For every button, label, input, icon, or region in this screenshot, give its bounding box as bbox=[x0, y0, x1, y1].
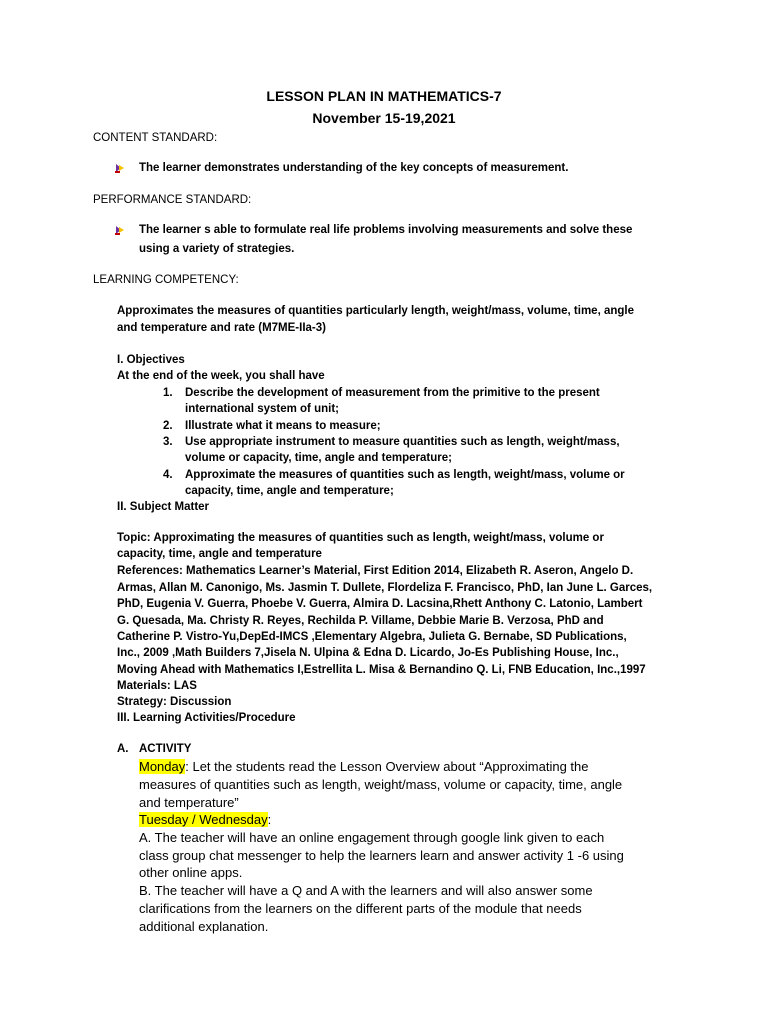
objective-number: 2. bbox=[163, 420, 173, 432]
objective-item-4 bbox=[163, 467, 625, 483]
para-a-line: A. The teacher will have an online engagement through google link given to each bbox=[139, 830, 605, 845]
tuesday-wednesday-label: Tuesday / Wednesday bbox=[139, 812, 268, 827]
topic-line1: Topic: Approximating the measures of quantities such as length, weight/mass, volume or bbox=[117, 532, 604, 544]
arrow-bullet-icon bbox=[115, 225, 125, 235]
materials-line: Materials: LAS bbox=[117, 680, 197, 692]
references-line: Moving Ahead with Mathematics I,Estrellita L. Misa & Bernandino Q. Li, FNB Education, Inc.,1997 bbox=[117, 664, 646, 676]
activity-title: ACTIVITY bbox=[139, 743, 192, 755]
references-line: PhD, Eugenia V. Guerra, Phoebe V. Guerra, Almira D. Lacsina,Rhett Anthony C. Latonio, Lambert bbox=[117, 598, 643, 610]
objective-number: 4. bbox=[163, 469, 173, 481]
monday-line1 bbox=[139, 758, 589, 776]
content-standard-heading: CONTENT STANDARD: bbox=[93, 132, 218, 144]
arrow-bullet-icon bbox=[115, 163, 125, 173]
objective-item-3 bbox=[163, 434, 620, 450]
references-line: Inc., 2009 ,Math Builders 7,Jisela N. Ulpina & Edna D. Licardo, Jo-Es Publishing House, Inc., bbox=[117, 647, 619, 659]
monday-label: Monday bbox=[139, 759, 186, 774]
learning-competency-line2: and temperature and rate (M7ME-IIa-3) bbox=[117, 322, 326, 334]
learning-competency-line1: Approximates the measures of quantities particularly length, weight/mass, volume, time, angle bbox=[117, 305, 634, 317]
objectives-heading: I. Objectives bbox=[117, 354, 185, 366]
objective-number: 3. bbox=[163, 436, 173, 448]
objective-item-1-cont: international system of unit; bbox=[185, 403, 339, 415]
references-line: References: Mathematics Learner’s Material, First Edition 2014, Elizabeth R. Aseron, Angelo D. bbox=[117, 565, 634, 577]
tuesday-wednesday-line bbox=[139, 811, 271, 829]
subject-matter-heading: II. Subject Matter bbox=[117, 501, 210, 513]
objectives-intro: At the end of the week, you shall have bbox=[117, 370, 325, 382]
monday-text: : Let the students read the Lesson Overview about “Approximating the bbox=[185, 759, 589, 774]
topic-line2: capacity, time, angle and temperature bbox=[117, 548, 322, 560]
monday-line3: and temperature” bbox=[139, 795, 239, 810]
activity-letter: A. bbox=[117, 743, 129, 755]
document-title: LESSON PLAN IN MATHEMATICS-7 bbox=[266, 88, 502, 104]
objective-item-2 bbox=[163, 418, 381, 434]
strategy-line: Strategy: Discussion bbox=[117, 696, 232, 708]
content-standard-text: The learner demonstrates understanding of the key concepts of measurement. bbox=[139, 162, 569, 174]
references-line: G. Quesada, Ma. Christy R. Reyes, Rechilda P. Villame, Debbie Marie B. Verzosa, PhD and bbox=[117, 615, 604, 627]
performance-standard-line1: The learner s able to formulate real life problems involving measurements and solve these bbox=[139, 224, 633, 236]
tuesday-wednesday-colon: : bbox=[267, 812, 272, 827]
para-b-line: clarifications from the learners on the different parts of the module that needs bbox=[139, 901, 582, 916]
activity-subheading bbox=[117, 741, 191, 757]
performance-standard-heading: PERFORMANCE STANDARD: bbox=[93, 194, 252, 206]
para-a-line: class group chat messenger to help the learners learn and answer activity 1 -6 using bbox=[139, 848, 624, 863]
objective-number: 1. bbox=[163, 387, 173, 399]
references-line: Armas, Allan M. Canonigo, Ms. Jasmin T. Dullete, Flordeliza F. Francisco, PhD, Ian June L. Garces, bbox=[117, 582, 653, 594]
learning-competency-heading: LEARNING COMPETENCY: bbox=[93, 274, 239, 286]
performance-standard-line2: using a variety of strategies. bbox=[139, 243, 295, 255]
document-date: November 15-19,2021 bbox=[312, 110, 456, 126]
objective-text: Illustrate what it means to measure; bbox=[185, 420, 381, 432]
objective-text: Use appropriate instrument to measure quantities such as length, weight/mass, bbox=[185, 436, 620, 448]
objective-item-4-cont: capacity, time, angle and temperature; bbox=[185, 485, 394, 497]
objective-text: Describe the development of measurement from the primitive to the present bbox=[185, 387, 600, 399]
learning-activities-heading: III. Learning Activities/Procedure bbox=[117, 712, 296, 724]
objective-item-3-cont: volume or capacity, time, angle and temperature; bbox=[185, 452, 452, 464]
para-b-line: additional explanation. bbox=[139, 919, 269, 934]
para-b-line: B. The teacher will have a Q and A with the learners and will also answer some bbox=[139, 883, 593, 898]
monday-line2: measures of quantities such as length, weight/mass, volume or capacity, time, angle bbox=[139, 777, 623, 792]
objective-text: Approximate the measures of quantities such as length, weight/mass, volume or bbox=[185, 469, 625, 481]
objective-item-1 bbox=[163, 385, 600, 401]
para-a-line: other online apps. bbox=[139, 865, 243, 880]
references-line: Catherine P. Vistro-Yu,DepEd-IMCS ,Elementary Algebra, Julieta G. Bernabe, SD Publications, bbox=[117, 631, 627, 643]
